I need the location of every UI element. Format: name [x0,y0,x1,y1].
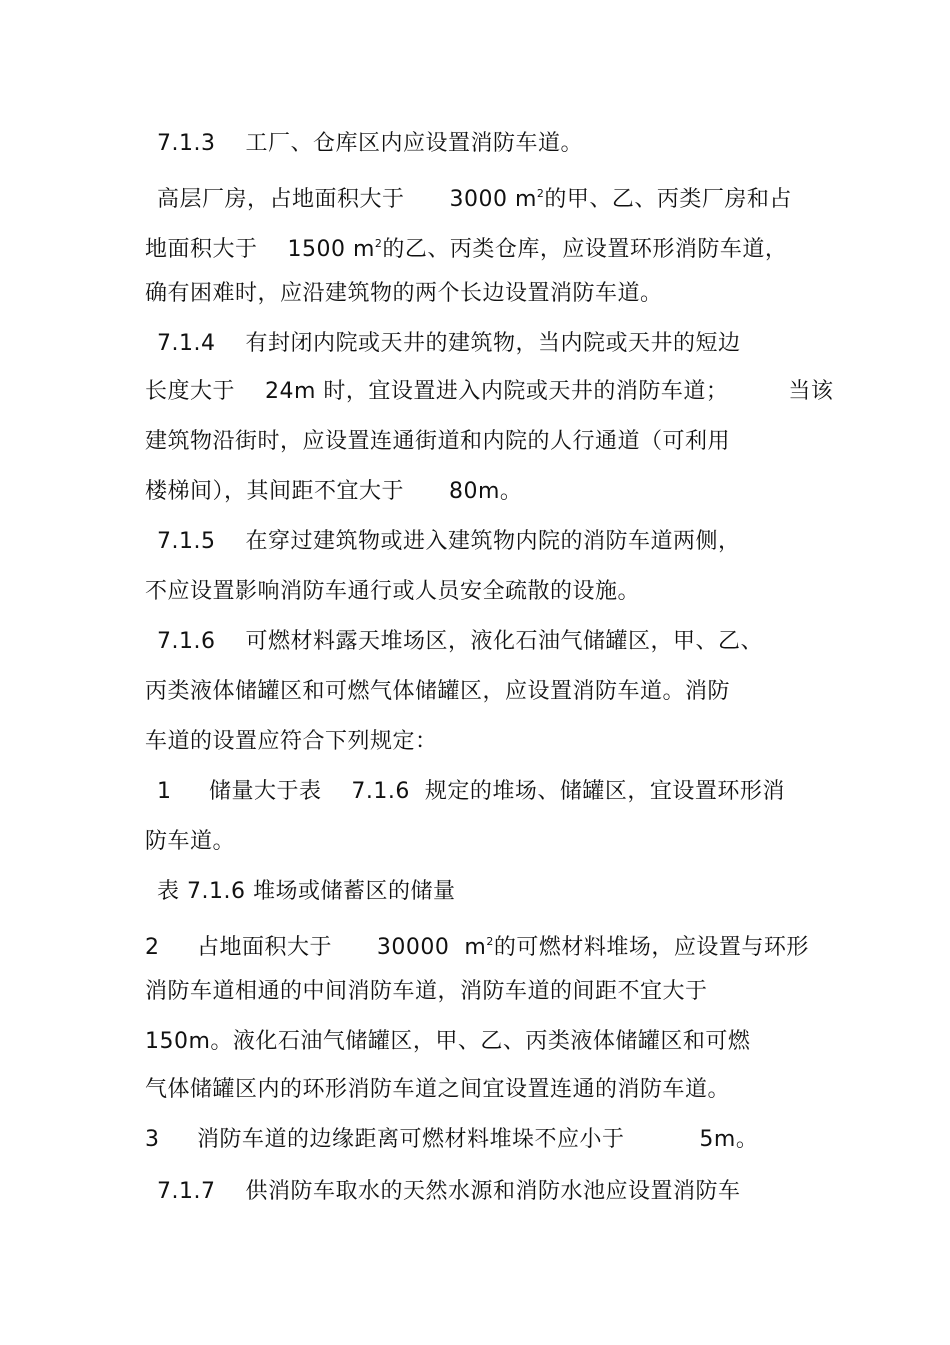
text-segment: 的乙、丙类仓库，应设置环形消防车道， [382,237,788,262]
text-line: 防车道。 [145,829,236,854]
text-line: 楼梯间），其间距不宜大于 80m。 [145,479,523,504]
text-line [145,224,787,264]
text-line: 消防车道相通的中间消防车道，消防车道的间距不宜大于 [145,979,708,1004]
text-line: 长度大于 24m 时，宜设置进入内院或天井的消防车道； 当该 [145,379,834,404]
text-segment: 高层厂房，占地面积大于 3000 m [157,187,537,212]
text-line: 气体储罐区内的环形消防车道之间宜设置连通的消防车道。 [145,1077,731,1102]
text-segment: 的可燃材料堆场，应设置与环形 [493,935,809,960]
superscript: 2 [374,237,383,250]
text-segment: 地面积大于 1500 m [145,237,375,262]
superscript: 2 [486,935,494,948]
text-line: 丙类液体储罐区和可燃气体储罐区，应设置消防车道。消防 [145,679,731,704]
text-line: 7.1.7 供消防车取水的天然水源和消防水池应设置消防车 [157,1179,741,1204]
text-segment: 2 占地面积大于 30000 m [145,935,487,960]
text-line [157,174,792,214]
text-line: 7.1.3 工厂、仓库区内应设置消防车道。 [157,131,583,156]
text-line [145,922,809,962]
text-line: 7.1.5 在穿过建筑物或进入建筑物内院的消防车道两侧， [157,529,741,554]
text-line: 7.1.6 可燃材料露天堆场区，液化石油气储罐区，甲、乙、 [157,629,763,654]
text-line: 车道的设置应符合下列规定： [145,729,438,754]
superscript: 2 [536,187,545,200]
text-segment: 的甲、乙、丙类厂房和占 [544,187,792,212]
text-line: 1 储量大于表 7.1.6 规定的堆场、储罐区，宜设置环形消 [157,779,785,804]
text-line: 7.1.4 有封闭内院或天井的建筑物，当内院或天井的短边 [157,331,741,356]
table-caption: 表 7.1.6 堆场或储蓄区的储量 [157,879,456,904]
text-line: 不应设置影响消防车通行或人员安全疏散的设施。 [145,579,641,604]
text-line: 建筑物沿街时，应设置连通街道和内院的人行通道（可利用 [145,429,731,454]
text-line: 3 消防车道的边缘距离可燃材料堆垛不应小于 5m。 [145,1127,759,1152]
text-line: 确有困难时，应沿建筑物的两个长边设置消防车道。 [145,281,663,306]
text-line: 150m。液化石油气储罐区，甲、乙、丙类液体储罐区和可燃 [145,1029,751,1054]
